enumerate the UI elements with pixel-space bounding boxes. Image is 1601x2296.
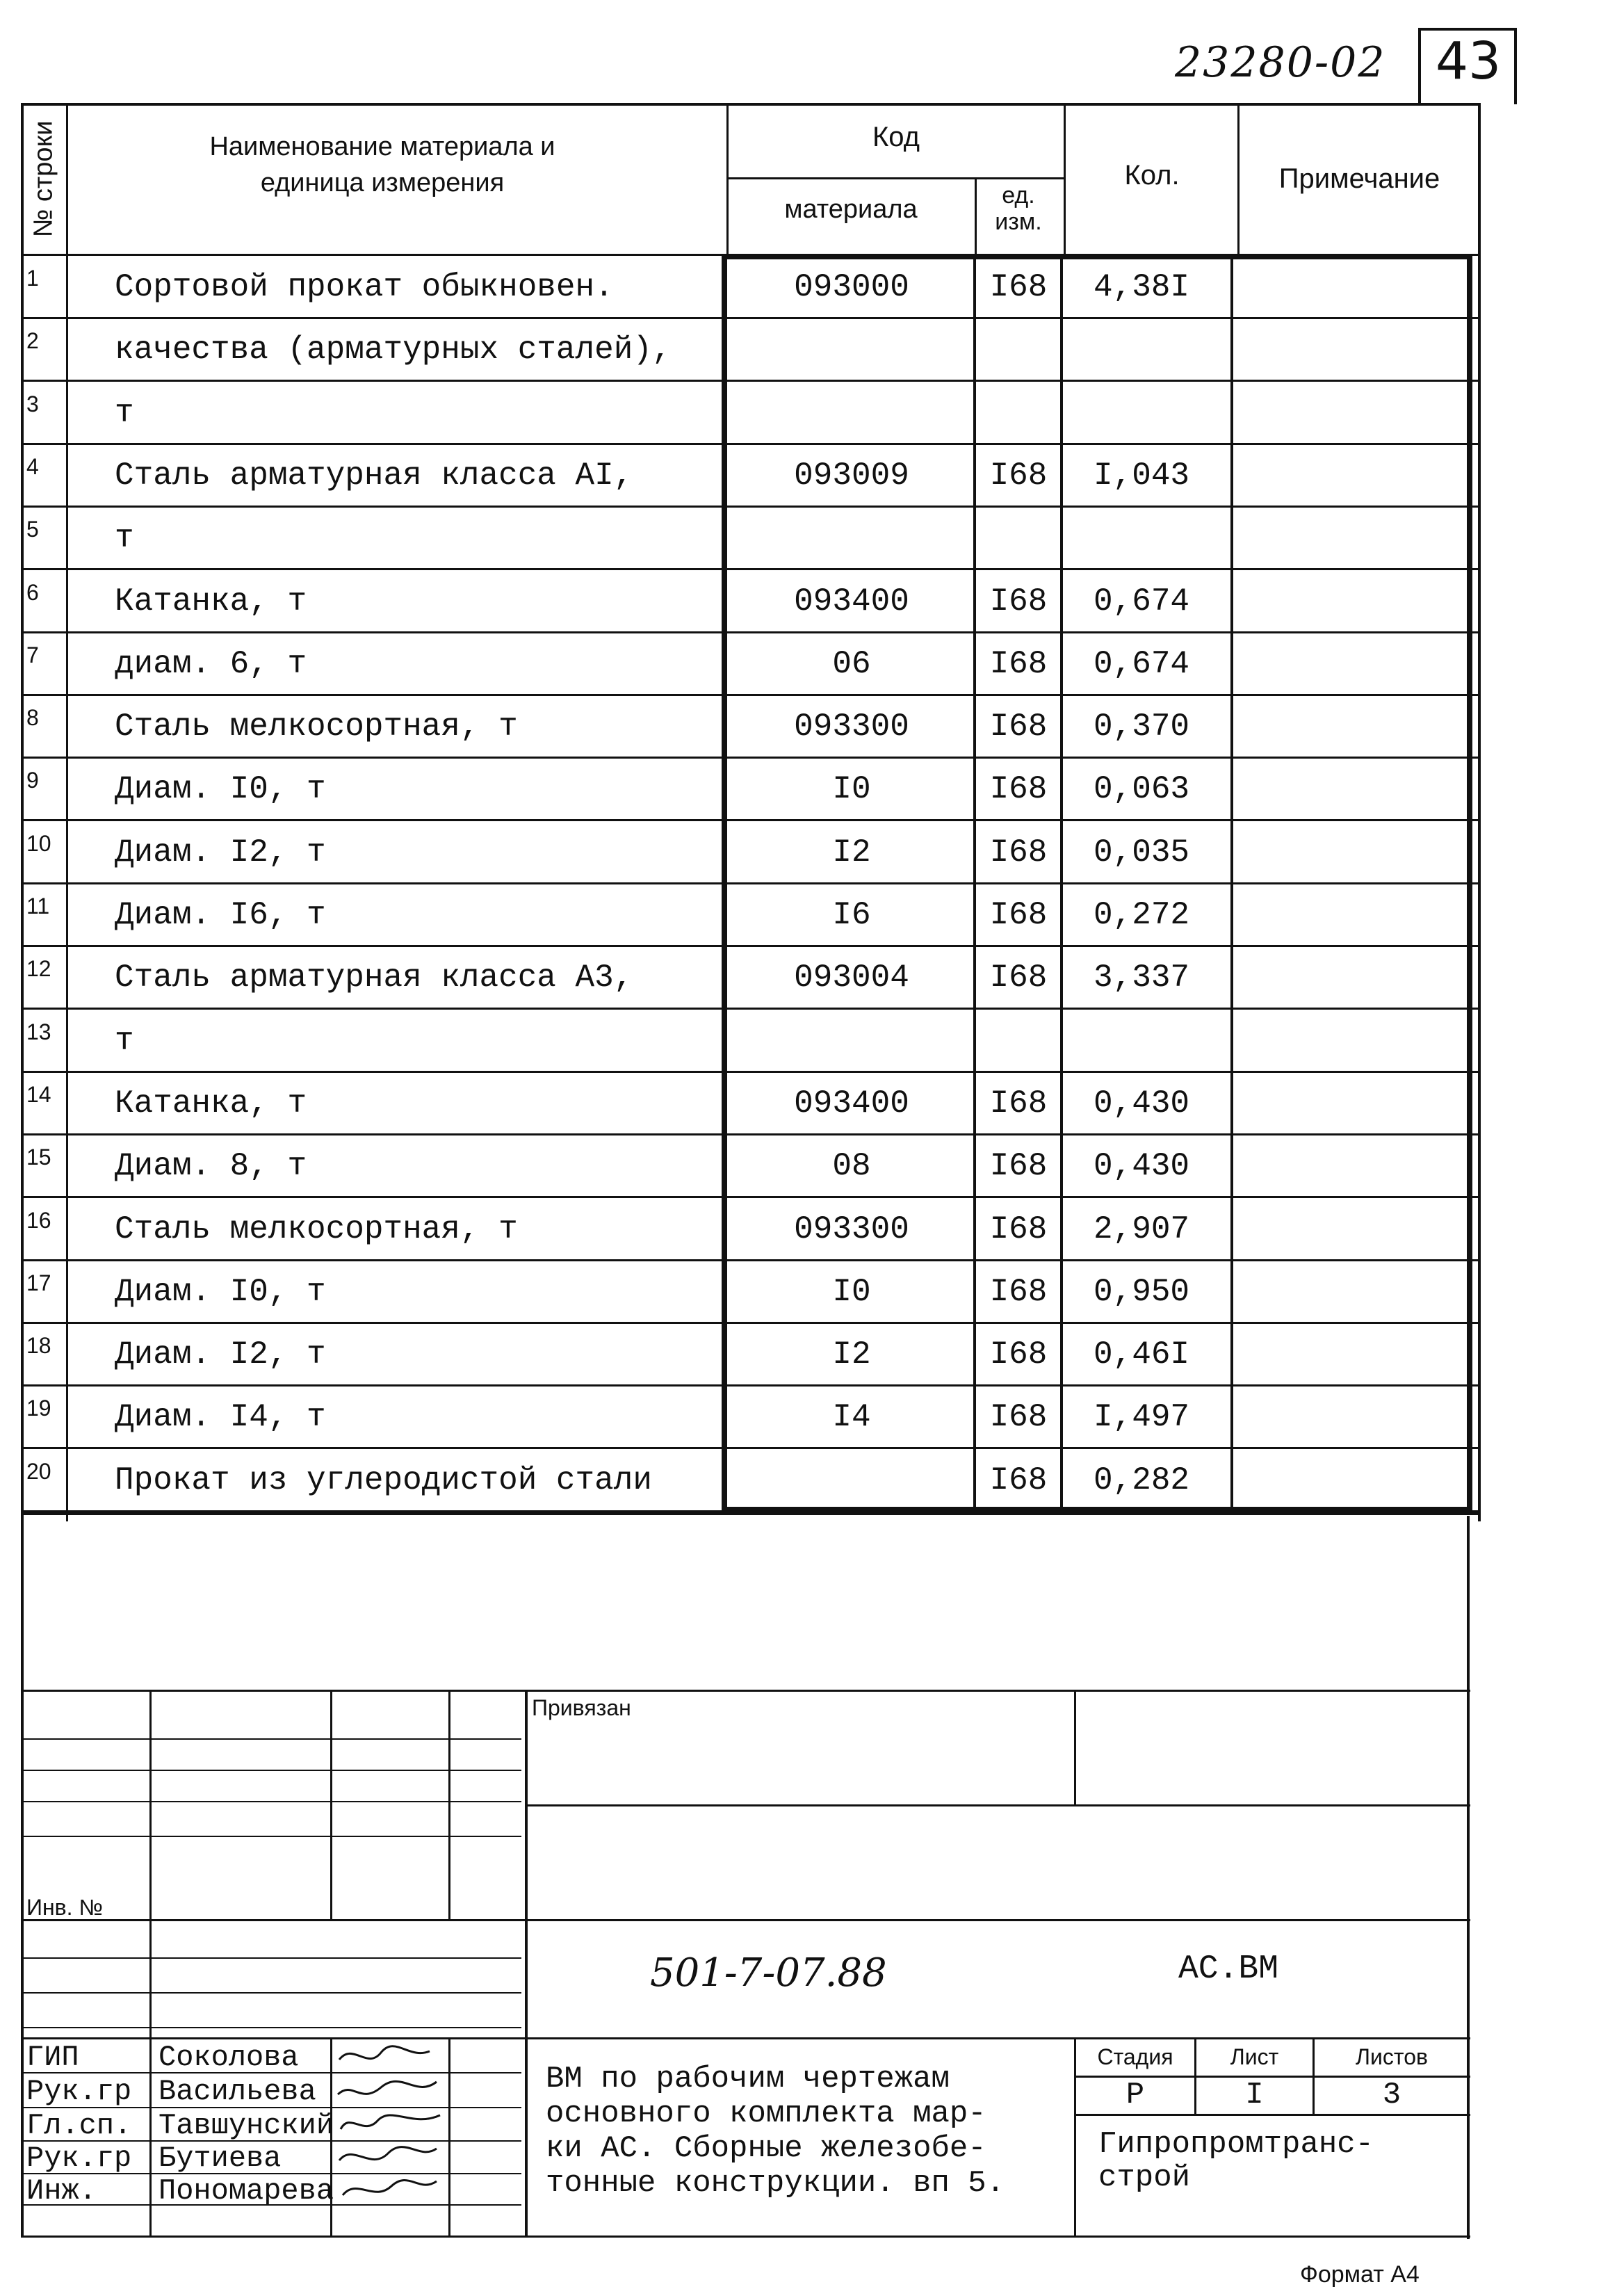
quantity: I,497 xyxy=(1094,1399,1190,1435)
table-row xyxy=(21,256,1481,318)
material-code xyxy=(726,1449,977,1512)
row-number: 20 xyxy=(26,1459,51,1484)
row-number: 10 xyxy=(26,831,51,856)
material-name: Диам. I2, т xyxy=(115,834,326,871)
row-number-header: № строки xyxy=(29,120,58,238)
quantity xyxy=(1074,507,1220,569)
unit-code xyxy=(977,507,1060,569)
unit-code xyxy=(977,382,1060,444)
unit-code: I68 xyxy=(989,1148,1048,1184)
material-code-header: материала xyxy=(784,195,918,224)
stage-value: Р xyxy=(1125,2078,1145,2112)
document-title: ВМ по рабочим чертежам основного комплекта мар- ки АС. Сборные железобе- тонные конструкции. вп 5. xyxy=(546,2062,1005,2201)
material-name: т xyxy=(115,395,134,431)
format-label: Формат А4 xyxy=(1300,2261,1420,2288)
material-name: т xyxy=(115,520,134,556)
row-number: 11 xyxy=(26,894,50,919)
organization: Гипропромтранс- строй xyxy=(1098,2127,1374,2195)
unit-code: I68 xyxy=(989,834,1048,871)
material-name: Диам. I2, т xyxy=(115,1336,326,1373)
unit-code: I68 xyxy=(989,1336,1048,1373)
table-row xyxy=(21,695,1481,758)
material-name: Диам. I4, т xyxy=(115,1399,326,1435)
material-code: I4 xyxy=(832,1399,871,1435)
unit-code: I68 xyxy=(989,1211,1048,1247)
signer-name: Васильева xyxy=(159,2075,316,2108)
table-row xyxy=(21,758,1481,820)
material-name: Прокат из углеродистой стали xyxy=(115,1462,652,1498)
table-row xyxy=(21,1261,1481,1323)
quantity: 0,674 xyxy=(1094,646,1190,682)
unit-code: I68 xyxy=(989,458,1048,494)
quantity: 0,282 xyxy=(1094,1462,1190,1498)
table-row xyxy=(21,1323,1481,1386)
document-part: вп 5. xyxy=(913,2166,1005,2201)
row-number: 5 xyxy=(26,517,39,542)
row-number: 19 xyxy=(26,1396,51,1421)
material-name: Диам. I6, т xyxy=(115,897,326,933)
quantity xyxy=(1074,1010,1220,1072)
material-name: Сталь мелкосортная, т xyxy=(115,709,518,745)
row-number: 15 xyxy=(26,1145,51,1170)
table-row xyxy=(21,1449,1481,1512)
unit-code xyxy=(977,318,1060,381)
quantity: 0,674 xyxy=(1094,583,1190,620)
material-name: Катанка, т xyxy=(115,583,307,620)
quantity: 0,46I xyxy=(1094,1336,1190,1373)
unit-code: I68 xyxy=(989,646,1048,682)
quantity: 2,907 xyxy=(1094,1211,1190,1247)
code-header: Код xyxy=(872,122,920,152)
sheet-value: I xyxy=(1245,2078,1264,2112)
unit-code: I68 xyxy=(989,1399,1048,1435)
table-row xyxy=(21,1072,1481,1135)
material-code: I2 xyxy=(832,834,871,871)
row-number: 6 xyxy=(26,580,39,605)
page-number: 43 xyxy=(1436,31,1502,91)
table-row xyxy=(21,821,1481,884)
material-name: Сталь арматурная класса АI, xyxy=(115,458,633,494)
material-code: I2 xyxy=(832,1336,871,1373)
sheets-label: Листов xyxy=(1356,2044,1428,2069)
material-name: диам. 6, т xyxy=(115,646,307,682)
material-name: т xyxy=(115,1023,134,1059)
material-code: 06 xyxy=(832,646,871,682)
material-name: Диам. I0, т xyxy=(115,771,326,807)
unit-code: I68 xyxy=(989,897,1048,933)
quantity: 0,430 xyxy=(1094,1085,1190,1122)
material-code: 093400 xyxy=(794,1085,909,1122)
signer-name: Бутиева xyxy=(159,2142,282,2175)
material-name: Сортовой прокат обыкновен. xyxy=(115,269,614,305)
material-code: 08 xyxy=(832,1148,871,1184)
material-name: Диам. I0, т xyxy=(115,1274,326,1310)
quantity: 0,272 xyxy=(1094,897,1190,933)
signer-role: Гл.сп. xyxy=(26,2109,132,2142)
unit-code: I68 xyxy=(989,269,1048,305)
table-row xyxy=(21,946,1481,1009)
row-number: 18 xyxy=(26,1333,51,1358)
signature-marks xyxy=(332,2039,450,2237)
table-row xyxy=(21,1010,1481,1072)
quantity: 3,337 xyxy=(1094,960,1190,996)
material-name: Сталь мелкосортная, т xyxy=(115,1211,518,1247)
signer-role: Рук.гр xyxy=(26,2142,132,2175)
table-row xyxy=(21,633,1481,695)
drawing-mark: АС.ВМ xyxy=(1178,1950,1279,1988)
inventory-number-label: Инв. № xyxy=(26,1895,103,1920)
row-number: 2 xyxy=(26,328,39,353)
row-number: 3 xyxy=(26,391,39,417)
table-row xyxy=(21,1386,1481,1448)
row-number: 16 xyxy=(26,1208,51,1233)
quantity: I,043 xyxy=(1094,458,1190,494)
material-name: качества (арматурных сталей), xyxy=(115,332,672,368)
quantity-header: Кол. xyxy=(1124,160,1180,191)
table-row xyxy=(21,318,1481,381)
quantity: 0,950 xyxy=(1094,1274,1190,1310)
quantity: 0,035 xyxy=(1094,834,1190,871)
table-row xyxy=(21,1198,1481,1261)
row-number: 12 xyxy=(26,956,51,981)
material-code: 093000 xyxy=(794,269,909,305)
signer-role: ГИП xyxy=(26,2041,79,2074)
material-name: Сталь арматурная класса А3, xyxy=(115,960,633,996)
unit-header: ед. изм. xyxy=(995,182,1042,235)
note-header: Примечание xyxy=(1278,163,1440,194)
unit-code: I68 xyxy=(989,709,1048,745)
material-code: 093400 xyxy=(794,583,909,620)
unit-code: I68 xyxy=(989,583,1048,620)
material-name: Катанка, т xyxy=(115,1085,307,1122)
table-row xyxy=(21,507,1481,569)
material-code: I0 xyxy=(832,771,871,807)
table-row xyxy=(21,570,1481,633)
unit-code: I68 xyxy=(989,960,1048,996)
material-code: 093009 xyxy=(794,458,909,494)
row-number: 7 xyxy=(26,642,39,668)
table-row xyxy=(21,884,1481,946)
designation: 501-7-07.88 xyxy=(650,1950,887,1996)
quantity: 0,063 xyxy=(1094,771,1190,807)
quantity xyxy=(1074,318,1220,381)
attached-label: Привязан xyxy=(532,1695,631,1720)
material-code xyxy=(726,1010,977,1072)
signer-role: Инж. xyxy=(26,2174,97,2208)
name-header: Наименование материала и единица измерения xyxy=(209,132,555,197)
table-row xyxy=(21,1135,1481,1197)
material-code xyxy=(726,507,977,569)
unit-code xyxy=(977,1010,1060,1072)
row-number: 14 xyxy=(26,1082,51,1107)
row-number: 9 xyxy=(26,768,39,793)
material-code: 093300 xyxy=(794,709,909,745)
signer-name: Пономарева xyxy=(159,2174,334,2208)
material-code xyxy=(726,318,977,381)
sheets-value: 3 xyxy=(1382,2078,1401,2112)
signer-role: Рук.гр xyxy=(26,2075,132,2108)
unit-code: I68 xyxy=(989,1085,1048,1122)
stage-label: Стадия xyxy=(1097,2044,1173,2069)
material-code xyxy=(726,382,977,444)
material-code: 093300 xyxy=(794,1211,909,1247)
row-number: 4 xyxy=(26,454,39,479)
document-number: 23280-02 xyxy=(1175,38,1386,87)
material-code: I0 xyxy=(832,1274,871,1310)
material-name: Диам. 8, т xyxy=(115,1148,307,1184)
signer-name: Соколова xyxy=(159,2041,299,2074)
material-code: 093004 xyxy=(794,960,909,996)
unit-code: I68 xyxy=(989,1462,1048,1498)
unit-code: I68 xyxy=(989,771,1048,807)
table-row xyxy=(21,382,1481,444)
quantity: 0,430 xyxy=(1094,1148,1190,1184)
quantity xyxy=(1074,382,1220,444)
sheet-label: Лист xyxy=(1230,2044,1279,2069)
row-number: 8 xyxy=(26,705,39,730)
quantity: 0,370 xyxy=(1094,709,1190,745)
unit-code: I68 xyxy=(989,1274,1048,1310)
quantity: 4,38I xyxy=(1094,269,1190,305)
material-code: I6 xyxy=(832,897,871,933)
row-number: 13 xyxy=(26,1019,51,1044)
table-row xyxy=(21,444,1481,507)
signer-name: Тавшунский xyxy=(159,2109,334,2142)
row-number: 1 xyxy=(26,266,39,291)
row-number: 17 xyxy=(26,1270,51,1295)
